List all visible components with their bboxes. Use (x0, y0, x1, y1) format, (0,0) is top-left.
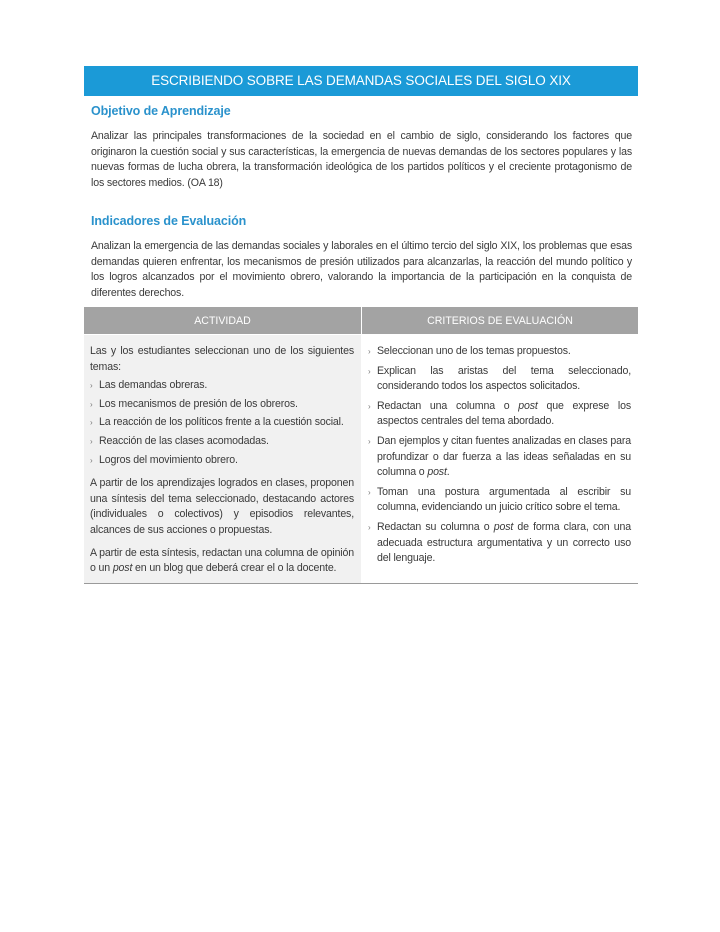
activity-criteria-table (84, 307, 638, 584)
chevron-right-icon: › (90, 381, 93, 391)
topic-item: › Logros del movimiento obrero. (90, 453, 354, 469)
chevron-right-icon: › (368, 401, 371, 411)
criteria-item: › Seleccionan uno de los temas propuestos. (368, 344, 631, 360)
criteria-item: › Redactan una columna o post que exprese los aspectos centrales del tema abordado. (368, 399, 631, 428)
topic-item: › Los mecanismos de presión de los obreros. (90, 397, 354, 413)
chevron-right-icon: › (368, 436, 371, 446)
criteria-item: › Toman una postura argumentada al escribir su columna, evidenciando un juicio crítico sobre el tema. (368, 485, 631, 514)
activity-paragraph-1: A partir de los aprendizajes logrados en clases, proponen una síntesis del tema seleccionado, destacando actores (individuales o colectivos) y episodios relevantes, alcances de sus acciones o propuestas. (90, 477, 354, 536)
chevron-right-icon: › (368, 366, 371, 376)
activity-intro: Las y los estudiantes seleccionan uno de los siguientes temas: (90, 345, 354, 373)
chevron-right-icon: › (90, 399, 93, 409)
objective-text: Analizar las principales transformaciones de la sociedad en el cambio de siglo, considerando los factores que originaron la cuestión social y sus características, la emergencia de nuevas demandas de los sectores populares y las nuevas formas de lucha obrera, la transformación ideológica de los partidos políticos y el creciente protagonismo de los sectores medios. (OA 18) (91, 130, 632, 189)
criteria-item: › Explican las aristas del tema seleccionado, considerando todos los aspectos solicitados. (368, 364, 631, 393)
chevron-right-icon: › (368, 487, 371, 497)
activity-column (84, 335, 361, 583)
criteria-column (362, 335, 638, 583)
indicators-heading: Indicadores de Evaluación (91, 214, 247, 228)
criteria-item: › Redactan su columna o post de forma clara, con una adecuada estructura argumentativa y un correcto uso del lenguaje. (368, 520, 632, 565)
chevron-right-icon: › (368, 347, 371, 356)
chevron-right-icon: › (90, 455, 93, 465)
header-activity: ACTIVIDAD (84, 307, 361, 334)
chevron-right-icon: › (90, 436, 93, 446)
indicators-text: Analizan la emergencia de las demandas sociales y laborales en el último tercio del siglo XIX, los problemas que esas demandas quieren enfrentar, los mecanismos de presión utilizados para alcanzarlas, la reacción del mundo político y los logros alcanzados por el movimiento obrero, valorando la importancia de la participación en la conquista de diferentes derechos. (91, 240, 632, 299)
chevron-right-icon: › (368, 522, 371, 532)
chevron-right-icon: › (90, 418, 93, 428)
criteria-item: › Dan ejemplos y citan fuentes analizadas en clases para profundizar o dar fuerza a las ideas señaladas en su columna o post. (368, 434, 631, 479)
topic-item: › Las demandas obreras. (90, 378, 354, 394)
header-criteria: CRITERIOS DE EVALUACIÓN (362, 307, 638, 334)
activity-paragraph-2: A partir de esta síntesis, redactan una columna de opinión o un post en un blog que deberá crear el o la docente. (90, 546, 354, 575)
objective-heading: Objetivo de Aprendizaje (91, 104, 231, 118)
topic-item: › Reacción de las clases acomodadas. (90, 434, 354, 450)
topic-item: › La reacción de los políticos frente a la cuestión social. (90, 415, 354, 431)
section-banner-title: ESCRIBIENDO SOBRE LAS DEMANDAS SOCIALES DEL SIGLO XIX (84, 66, 638, 96)
